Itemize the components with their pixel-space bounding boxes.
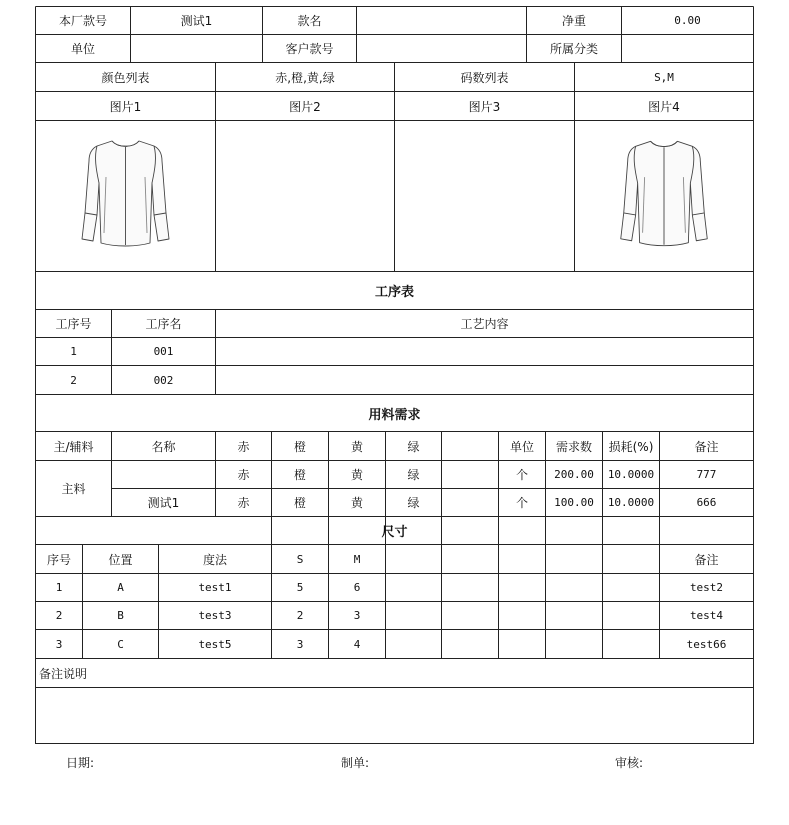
process-row-2-content[interactable]	[216, 366, 753, 394]
materials-header-qty: 需求数	[555, 439, 592, 454]
size-row-3-method: test5	[198, 637, 232, 651]
materials-row-2-orange: 橙	[293, 496, 306, 510]
footer-date-label: 日期:	[66, 756, 95, 770]
size-list-value[interactable]: S,M	[654, 70, 674, 84]
footer-maker-label: 制单:	[341, 756, 370, 770]
materials-table-title: 用料需求	[368, 407, 421, 423]
size-header-blank-2	[442, 545, 498, 573]
size-header-method: 度法	[202, 552, 227, 567]
size-row-1-blank-2	[442, 574, 498, 601]
materials-header-loss: 损耗(%)	[608, 439, 654, 454]
materials-header-remark: 备注	[694, 439, 719, 454]
blouse-sketch-icon	[36, 121, 215, 271]
materials-row-1-yellow: 黄	[350, 468, 363, 482]
materials-row-1-blank	[442, 461, 498, 488]
materials-row-1-name	[112, 461, 215, 488]
picture-4-slot[interactable]	[575, 121, 753, 271]
size-header-blank-5	[603, 545, 659, 573]
materials-row-1-green: 绿	[407, 468, 420, 482]
materials-header-red: 赤	[237, 439, 250, 454]
picture-3-label: 图片3	[468, 99, 501, 114]
factory-no-label: 本厂款号	[58, 14, 107, 28]
materials-row-2-loss: 10.0000	[607, 496, 655, 509]
materials-row-2-unit: 个	[515, 496, 528, 510]
size-header-s: S	[296, 552, 304, 566]
materials-header-blank	[442, 432, 498, 460]
process-row-1-name: 001	[153, 345, 174, 358]
materials-header-name: 名称	[151, 439, 176, 454]
size-row-2-blank-1	[386, 602, 441, 629]
size-header-blank-1	[386, 545, 441, 573]
materials-row-1-remark: 777	[696, 468, 717, 481]
size-row-2-position: B	[117, 609, 124, 622]
picture-1-slot[interactable]	[36, 121, 215, 271]
factory-no-value[interactable]: 测试1	[180, 14, 213, 28]
size-row-1-blank-4	[546, 574, 602, 601]
picture-2-slot[interactable]	[216, 121, 394, 271]
materials-header-type: 主/辅料	[53, 439, 94, 454]
customer-no-value[interactable]	[357, 35, 526, 62]
materials-row-1-unit: 个	[515, 468, 528, 482]
size-row-2-remark: test4	[689, 609, 724, 622]
size-header-m: M	[353, 552, 361, 566]
materials-row-1-loss: 10.0000	[607, 468, 655, 481]
process-row-1-no: 1	[70, 345, 77, 358]
process-header-content: 工艺内容	[460, 317, 509, 331]
materials-row-2-yellow: 黄	[350, 496, 363, 510]
size-header-position: 位置	[108, 552, 133, 567]
size-row-3-remark: test66	[686, 637, 727, 651]
size-row-2-blank-5	[603, 602, 659, 629]
size-row-2-method: test3	[198, 609, 232, 622]
blouse-sketch-icon	[575, 121, 753, 271]
color-list-value[interactable]: 赤,橙,黄,绿	[275, 70, 335, 85]
size-row-1-blank-1	[386, 574, 441, 601]
style-name-value[interactable]	[357, 7, 526, 34]
materials-row-2-blank	[442, 489, 498, 516]
size-row-3-blank-3	[499, 630, 545, 658]
size-row-1-no: 1	[55, 581, 63, 594]
materials-header-orange: 橙	[293, 439, 306, 454]
size-list-label: 码数列表	[460, 70, 509, 85]
size-row-3-position: C	[117, 637, 124, 651]
remarks-label: 备注说明	[39, 666, 88, 681]
materials-row-2-red: 赤	[237, 496, 250, 510]
color-list-label: 颜色列表	[101, 70, 150, 85]
materials-header-unit: 单位	[509, 439, 534, 454]
size-row-1-remark: test2	[689, 581, 724, 594]
process-row-2-name: 002	[153, 373, 174, 387]
materials-row-2-qty: 100.00	[554, 496, 594, 509]
category-value[interactable]	[622, 35, 753, 62]
materials-header-yellow: 黄	[350, 439, 363, 454]
remarks-area[interactable]	[36, 688, 753, 743]
size-row-2-no: 2	[55, 609, 63, 622]
picture-4-label: 图片4	[648, 99, 680, 114]
size-row-3-no: 3	[55, 637, 63, 651]
size-row-2-blank-3	[499, 602, 545, 629]
size-header-blank-4	[546, 545, 602, 573]
size-row-2-blank-4	[546, 602, 602, 629]
size-row-1-blank-5	[603, 574, 659, 601]
size-table-title: 尺寸	[381, 525, 408, 540]
size-header-blank-3	[499, 545, 545, 573]
picture-2-label: 图片2	[289, 99, 321, 114]
size-row-3-blank-1	[386, 630, 441, 658]
size-row-3-blank-2	[442, 630, 498, 658]
materials-row-1-qty: 200.00	[554, 468, 594, 481]
customer-no-label: 客户款号	[285, 42, 334, 56]
size-row-1-m: 6	[353, 581, 361, 594]
size-row-1-blank-3	[499, 574, 545, 601]
footer-review-label: 审核:	[615, 756, 644, 770]
process-header-no: 工序号	[55, 317, 92, 331]
unit-value[interactable]	[131, 35, 262, 62]
materials-row-2-remark: 666	[696, 496, 717, 509]
size-header-no: 序号	[46, 552, 71, 567]
process-row-2-no: 2	[70, 373, 77, 387]
materials-row-1-red: 赤	[237, 468, 250, 482]
size-row-3-blank-4	[546, 630, 602, 658]
size-row-3-m: 4	[353, 637, 361, 651]
size-row-2-s: 2	[296, 609, 304, 622]
size-row-2-blank-2	[442, 602, 498, 629]
process-row-1-content[interactable]	[216, 338, 753, 365]
picture-3-slot[interactable]	[395, 121, 574, 271]
picture-1-label: 图片1	[109, 99, 142, 114]
size-row-1-s: 5	[296, 581, 304, 594]
category-label: 所属分类	[549, 42, 598, 56]
process-header-name: 工序名	[145, 317, 182, 331]
net-weight-label: 净重	[561, 14, 586, 28]
size-row-1-position: A	[117, 581, 124, 594]
materials-row-2-name: 测试1	[147, 496, 180, 510]
process-table-title: 工序表	[374, 285, 414, 300]
unit-label: 单位	[70, 42, 95, 56]
size-row-3-s: 3	[296, 637, 304, 651]
size-header-remark: 备注	[694, 552, 719, 567]
materials-group-main: 主料	[61, 482, 86, 496]
size-row-3-blank-5	[603, 630, 659, 658]
style-name-label: 款名	[297, 14, 322, 28]
net-weight-value[interactable]: 0.00	[674, 14, 701, 27]
size-row-1-method: test1	[198, 581, 232, 594]
materials-header-green: 绿	[407, 439, 420, 454]
materials-row-1-orange: 橙	[293, 468, 306, 482]
size-row-2-m: 3	[353, 609, 361, 622]
materials-row-2-green: 绿	[407, 496, 420, 510]
